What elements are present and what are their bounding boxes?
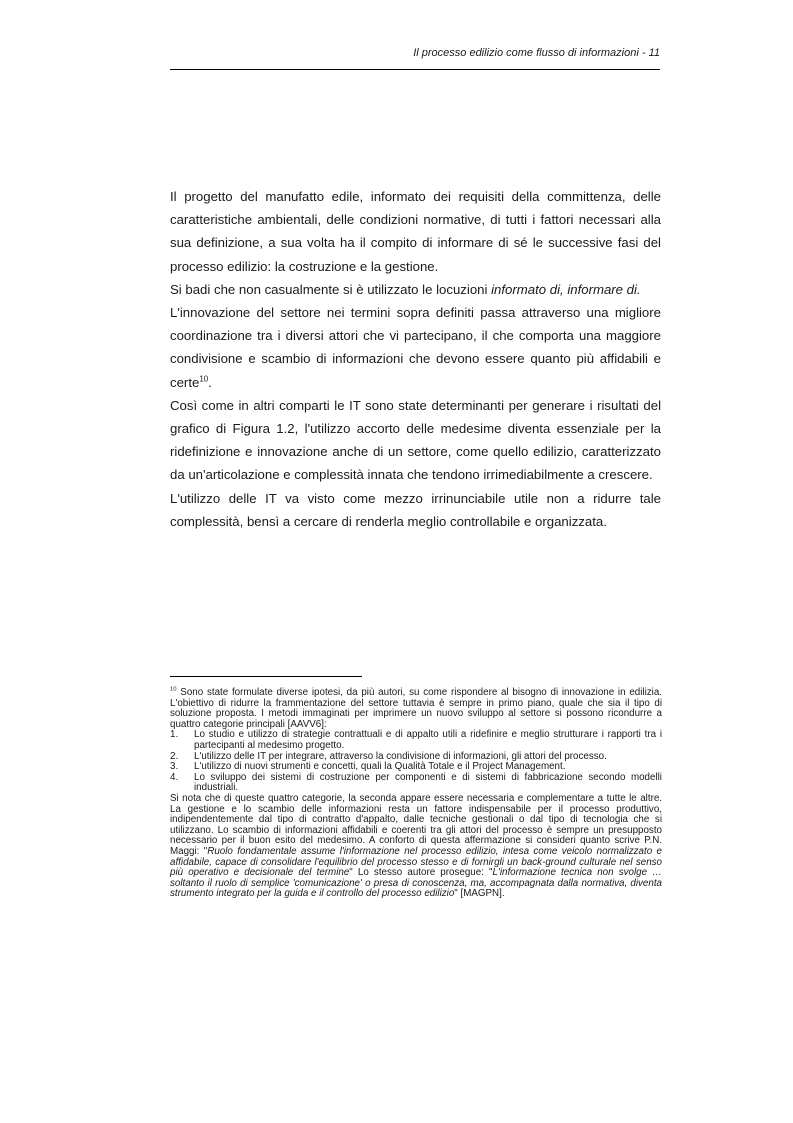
list-item-number: 4.: [170, 771, 179, 783]
footnote-quote-2: L'informazione tecnica non svolge … soltanto il ruolo di semplice 'comunicazione' o presa di conoscenza, ma, accompagnata dalla normativa, diventa strumento integrato per la guida e il controllo del processo edilizio: [170, 867, 662, 900]
paragraph-5: L'utilizzo delle IT va visto come mezzo irrinunciabile utile non a ridurre tale complessità, bensì a cercare di renderla meglio controllabile e organizzata.: [170, 490, 661, 529]
footnote-ref[interactable]: 10: [199, 374, 209, 384]
list-item-number: 3.: [170, 761, 179, 773]
list-item: [170, 773, 662, 794]
footnote-intro: [170, 688, 662, 730]
list-item-text: Lo sviluppo dei sistemi di costruzione per componenti e di sistemi di fabbricazione secondo modelli industriali.: [194, 771, 662, 794]
footnote-separator: [170, 676, 362, 677]
footnote-closing-text: Si nota che di queste quattro categorie, la seconda appare essere necessaria e complementare a tutte le altre. La gestione e lo scambio delle informazioni resta un fattore indispensabile per il processo produttivo, indipendentemente dal tipo di contratto d'appalto, dalle tecniche gestionali o dal tipo di tecnologia che si utilizzano. Lo scambio di informazioni affidabili e coerenti tra gli attori del processo è sempre un presupposto necessario per il buon esito del medesimo. A conforto di questa affermazione si consideri quanto scrive P.N. Maggi: ": [170, 792, 662, 857]
paragraph-1: Il progetto del manufatto edile, informato dei requisiti della committenza, delle caratteristiche ambientali, delle condizioni normative, di tutti i fattori necessari alla sua definizione, a sua volta ha il compito di informare di sé le successive fasi del processo edilizio: la costruzione e la gestione.: [170, 189, 661, 274]
list-item-text: Lo studio e utilizzo di strategie contrattuali e di appalto utili a ridefinire e meglio strutturare i rapporti tra i partecipanti al medesimo progetto.: [194, 729, 662, 751]
paragraph-2-italic: informato di, informare di.: [491, 281, 641, 297]
footnote-number: 10: [170, 686, 177, 693]
paragraph-2: [170, 278, 661, 301]
list-item-number: 1.: [170, 729, 179, 741]
list-item-number: 2.: [170, 750, 179, 762]
footnote-quote-1: Ruolo fondamentale assume l'informazione nel processo edilizio, intesa come veicolo normalizzato e affidabile, capace di consolidare l'equilibrio del processo stesso e di fornirgli un back-ground culturale nel senso più operativo e decisionale del termine: [170, 845, 662, 879]
footnote-list: [170, 730, 662, 794]
footnote-10: [170, 688, 662, 900]
paragraph-3-text: L'innovazione del settore nei termini sopra definiti passa attraverso una migliore coordinazione tra i diversi attori che vi partecipano, il che comporta una maggiore condivisione e scambio di informazioni che devono essere quanto più affidabili e certe: [170, 305, 661, 390]
paragraph-3-end: .: [208, 374, 212, 390]
footnote-closing: [170, 794, 662, 900]
footnote-intro-text: Sono state formulate diverse ipotesi, da più autori, su come rispondere al bisogno di innovazione in edilizia. L'obiettivo di ridurre la frammentazione del settore tuttavia è sempre in primo piano, quale che sia il tipo di soluzione proposta. I metodi immaginati per imprimere un nuovo sviluppo al settore si possono ricondurre a quattro categorie principali [AAVV6]:: [170, 687, 662, 730]
paragraph-3: [170, 301, 661, 394]
footnote-closing-text: " Lo stesso autore prosegue: ": [349, 867, 493, 879]
list-item-text: L'utilizzo di nuovi strumenti e concetti, quali la Qualità Totale e il Project Management.: [194, 761, 566, 773]
paragraph-4: Così come in altri comparti le IT sono state determinanti per generare i risultati del grafico di Figura 1.2, l'utilizzo accorto delle medesime diventa essenziale per la ridefinizione e innovazione anche di un settore, come quello edilizio, caratterizzato da un'articolazione e complessità innata che tendono irrimediabilmente a crescere.: [170, 397, 661, 483]
running-header: Il processo edilizio come flusso di informazioni - 11: [413, 47, 660, 59]
body-text: [170, 185, 661, 533]
paragraph-2-text: Si badi che non casualmente si è utilizzato le locuzioni: [170, 281, 492, 297]
footnote-closing-text: " [MAGPN].: [454, 888, 505, 900]
header-rule: [170, 69, 660, 70]
list-item: [170, 730, 662, 751]
list-item-text: L'utilizzo delle IT per integrare, attraverso la condivisione di informazioni, gli attori del processo.: [194, 750, 607, 762]
